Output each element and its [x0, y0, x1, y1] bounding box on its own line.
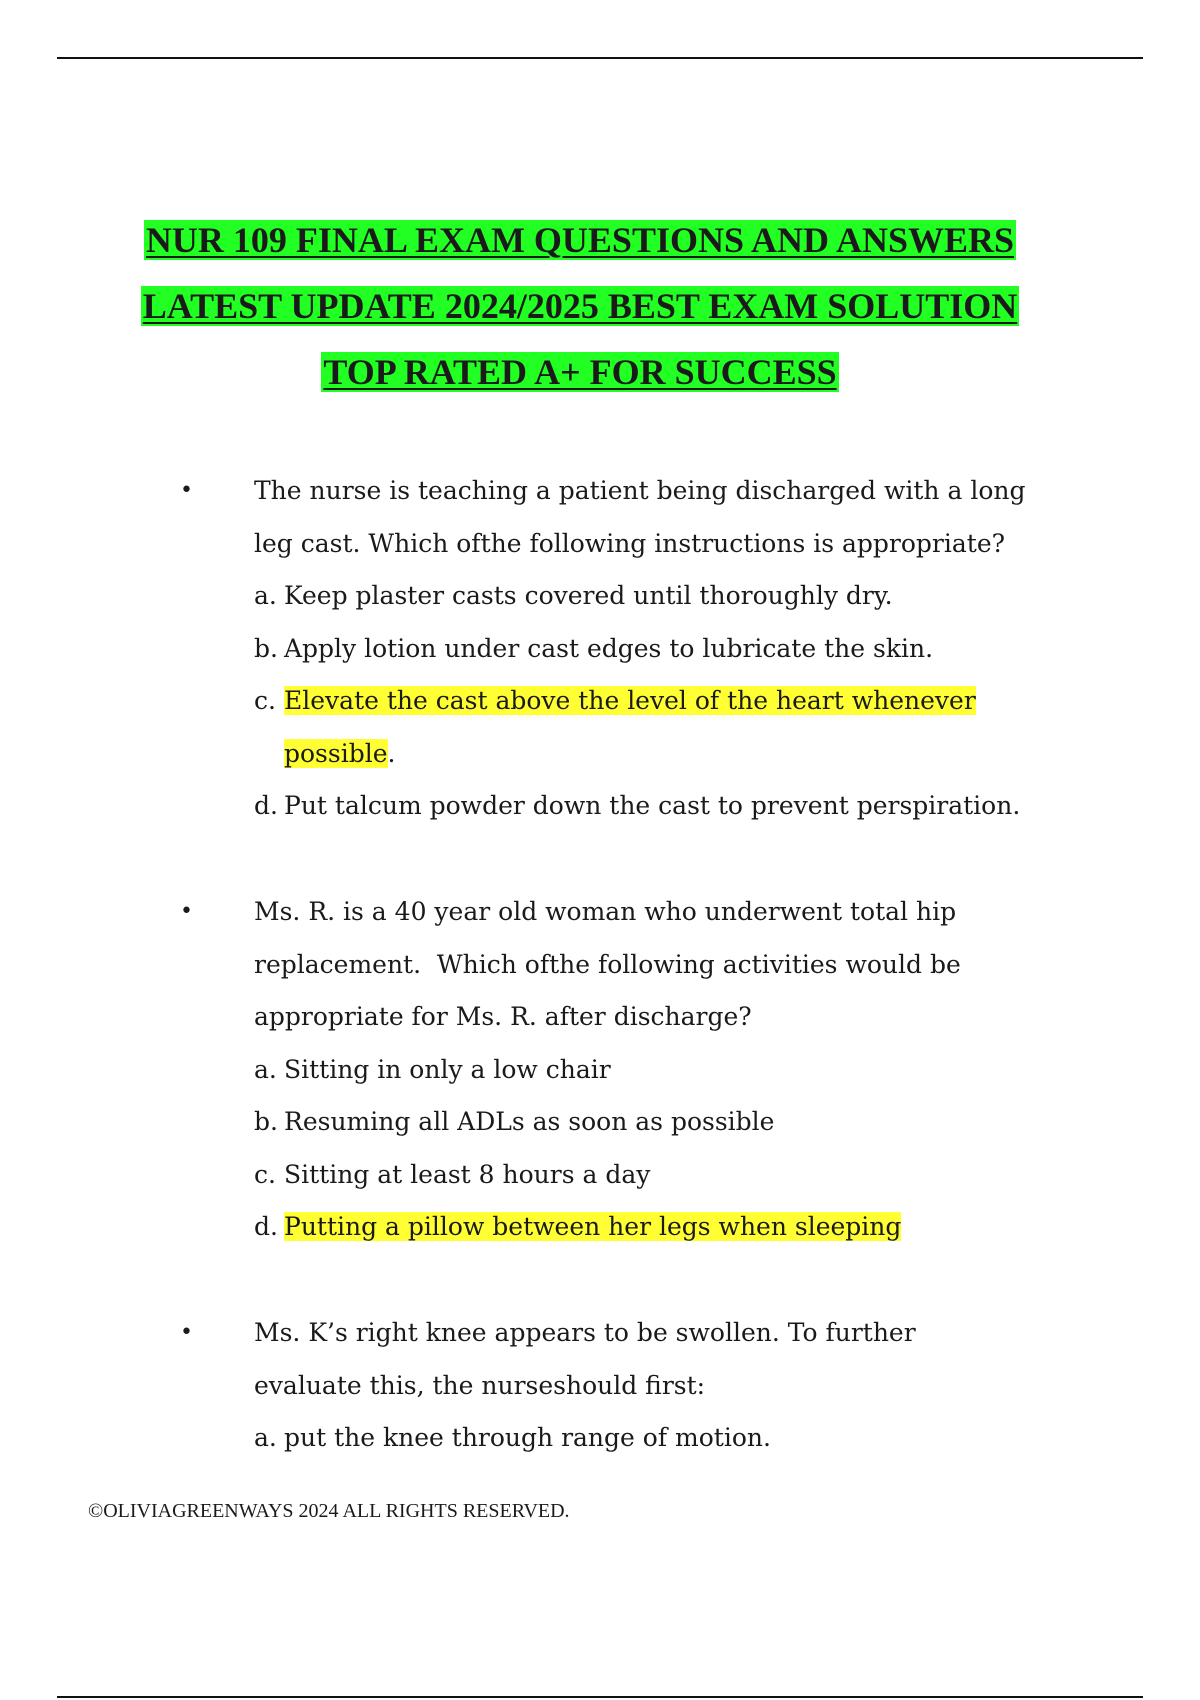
question-stem: Ms. R. is a 40 year old woman who underwent total hip replacement. Which ofthe following activities would be appropriate for Ms. R. after discharge? [254, 897, 961, 1031]
question-stem: The nurse is teaching a patient being discharged with a long leg cast. Which ofthe following instructions is appropriate? [254, 476, 1026, 558]
bullet-icon: • [180, 1320, 193, 1345]
question-2 [0, 886, 1200, 1254]
answer-highlight: Putting a pillow between her legs when sleeping [284, 1212, 902, 1241]
title-line-3: TOP RATED A+ FOR SUCCESS [323, 352, 837, 392]
option-d-correct: d. Putting a pillow between her legs when sleeping [254, 1212, 902, 1241]
option-c: c. Sitting at least 8 hours a day [254, 1159, 651, 1189]
title-line-2: LATEST UPDATE 2024/2025 BEST EXAM SOLUTION [142, 286, 1018, 326]
title-line-1: NUR 109 FINAL EXAM QUESTIONS AND ANSWERS [145, 220, 1015, 260]
document-title [0, 207, 1160, 405]
answer-options [254, 1412, 1054, 1465]
option-d: d. Put talcum powder down the cast to prevent perspiration. [254, 791, 1021, 820]
question-3 [0, 1307, 1200, 1465]
answer-options [254, 1044, 1054, 1254]
option-b: b. Apply lotion under cast edges to lubricate the skin. [254, 633, 934, 663]
answer-options [254, 570, 1054, 833]
bullet-icon: • [180, 899, 193, 924]
option-a: a. put the knee through range of motion. [254, 1423, 771, 1452]
question-stem: Ms. K’s right knee appears to be swollen. To further evaluate this, the nurseshould first: [254, 1318, 916, 1400]
option-a: a. Sitting in only a low chair [254, 1054, 611, 1084]
answer-highlight: possible [284, 738, 388, 768]
answer-highlight: Elevate the cast above the level of the heart whenever [284, 686, 976, 715]
copyright-footer: ©OLIVIAGREENWAYS 2024 ALL RIGHTS RESERVED. [88, 1500, 570, 1522]
option-b: b. Resuming all ADLs as soon as possible [254, 1107, 775, 1136]
question-1 [0, 465, 1200, 833]
option-c-correct: c. Elevate the cast above the level of the heart whenever possible. [254, 686, 976, 768]
bullet-icon: • [180, 478, 193, 503]
option-a: a. Keep plaster casts covered until thoroughly dry. [254, 581, 893, 610]
header-rule [57, 57, 1143, 59]
footer-rule [57, 1696, 1143, 1698]
